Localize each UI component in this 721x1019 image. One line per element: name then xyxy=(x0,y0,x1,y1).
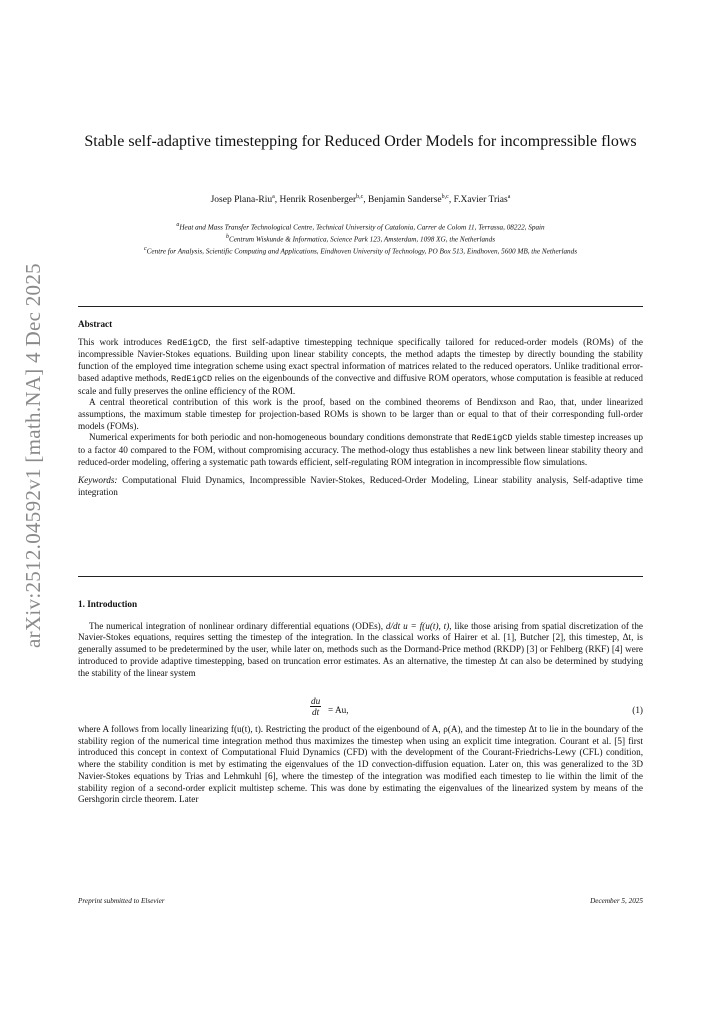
author: Henrik Rosenberger$^{b,c}$, xyxy=(279,194,369,206)
equation-number: (1) xyxy=(632,705,643,715)
abstract-paragraph: Numerical experiments for both periodic and non-homogeneous boundary conditions demonstrate that RedEigCD yields stable timestep increases up to a factor 40 compared to the FOM, without compromising accuracy. The method-ology thus establishes a new link between linear stability theory and reduced-order modeling, offering a systematic path towards efficient, self-regulating ROM integration in incompressible flow simulations. xyxy=(78,432,643,467)
arxiv-identifier: arXiv:2512.04592v1 [math.NA] 4 Dec 2025 xyxy=(21,263,45,648)
intro-paragraph: where A follows from locally linearizing f(u(t), t). Restricting the product of the eigenbound of A, ρ(A), and the timestep Δt to lie in the boundary of the stability region of the numerical time integration method thus maximizes the timestep when using an explicit time integration. Courant et al. [5] first introduced this concept in context of Computational Fluid Dynamics (CFD) with the development of the Courant-Friedrichs-Lewy (CFL) condition, where the stability condition is met by estimating the eigenvalues of the 1D convection-diffusion equation. Later on, this was generalized to the 3D Navier-Stokes equations by Trias and Lehmkuhl [6], where the timestep of the integration was modified each timestep to lie within the limit of the stability region of a second-order explicit multistep scheme. This was done by estimating the eigenvalues of the linearized system by means of the Gershgorin circle theorem. Later xyxy=(78,724,643,805)
author: Benjamin Sanderse$^{b,c}$, xyxy=(368,194,454,206)
abstract-paragraph: A central theoretical contribution of this work is the proof, based on the combined theorems of Bendixson and Rao, that, under linearized assumptions, the maximum stable timestep for projection-based ROMs is shown to be larger than or equal to that of their corresponding full-order models (FOMs). xyxy=(78,397,643,431)
affiliation: $^c$Centre for Analysis, Scientific Computing and Applications, Eindhoven University of Technology, PO Box 513, Eindhoven, 5600 MB, the Netherlands xyxy=(143,245,578,256)
author: Josep Plana-Riu$^a$, xyxy=(210,194,280,206)
paper-title: Stable self-adaptive timestepping for Reduced Order Models for incompressible flows xyxy=(84,133,637,150)
affiliation-list xyxy=(78,221,643,257)
affiliation: $^b$Centrum Wiskunde & Informatica, Science Park 123, Amsterdam, 1098 XG, the Netherlands xyxy=(225,233,496,244)
abstract-paragraph: This work introduces RedEigCD, the first self-adaptive timestepping technique specifically tailored for reduced-order models (ROMs) of the incompressible Navier-Stokes equations. Building upon linear stability concepts, the method adapts the timestep by directly bounding the stability function of the employed time integration scheme using exact spectral information of matrices related to the reduced operators. Unlike traditional error-based adaptive methods, RedEigCD relies on the eigenbounds of the convective and diffusive ROM operators, whose computation is feasible at reduced scale and fully preserves the online efficiency of the ROM. xyxy=(78,336,643,396)
abstract xyxy=(78,319,643,499)
equation-1 xyxy=(78,696,643,724)
introduction-section xyxy=(78,599,643,679)
equation-rhs: = Au, xyxy=(328,705,349,715)
affiliation: $^a$Heat and Mass Transfer Technological Centre, Technical University of Catalonia, Carrer de Colom 11, Terrassa, 08222, Spain xyxy=(176,222,545,232)
introduction-continued xyxy=(78,724,643,806)
author-list xyxy=(78,194,643,205)
equation-fraction: $\frac{du}{dt}$ xyxy=(311,696,321,717)
keywords: Keywords: Computational Fluid Dynamics, Incompressible Navier-Stokes, Reduced-Order Modeling, Linear stability analysis, Self-adaptive time integration xyxy=(78,475,643,498)
abstract-bottom-rule xyxy=(78,576,643,577)
section-heading: 1. Introduction xyxy=(78,599,138,609)
abstract-heading: Abstract xyxy=(78,319,113,329)
author: F.Xavier Trias$^a$ xyxy=(453,194,511,206)
intro-paragraph: The numerical integration of nonlinear ordinary differential equations (ODEs), d/dt u = f(u(t), t), like those arising from spatial discretization of the Navier-Stokes equations, requires setting the timestep of the integration. In the classical works of Hairer et al. [1], Butcher [2], this timestep, Δt, is generally assumed to be predetermined by the user, while later on, methods such as the Dormand-Price method (RKDP) [3] or Fehlberg (RKF) [4] were introduced to provide adaptive timestepping, based on truncation error estimates. As an alternative, the timestep Δt can also be determined by studying the stability of the linear system xyxy=(78,620,643,678)
abstract-top-rule xyxy=(78,306,643,307)
preprint-notice: Preprint submitted to Elsevier xyxy=(78,897,165,905)
footer-date: December 5, 2025 xyxy=(590,897,643,905)
